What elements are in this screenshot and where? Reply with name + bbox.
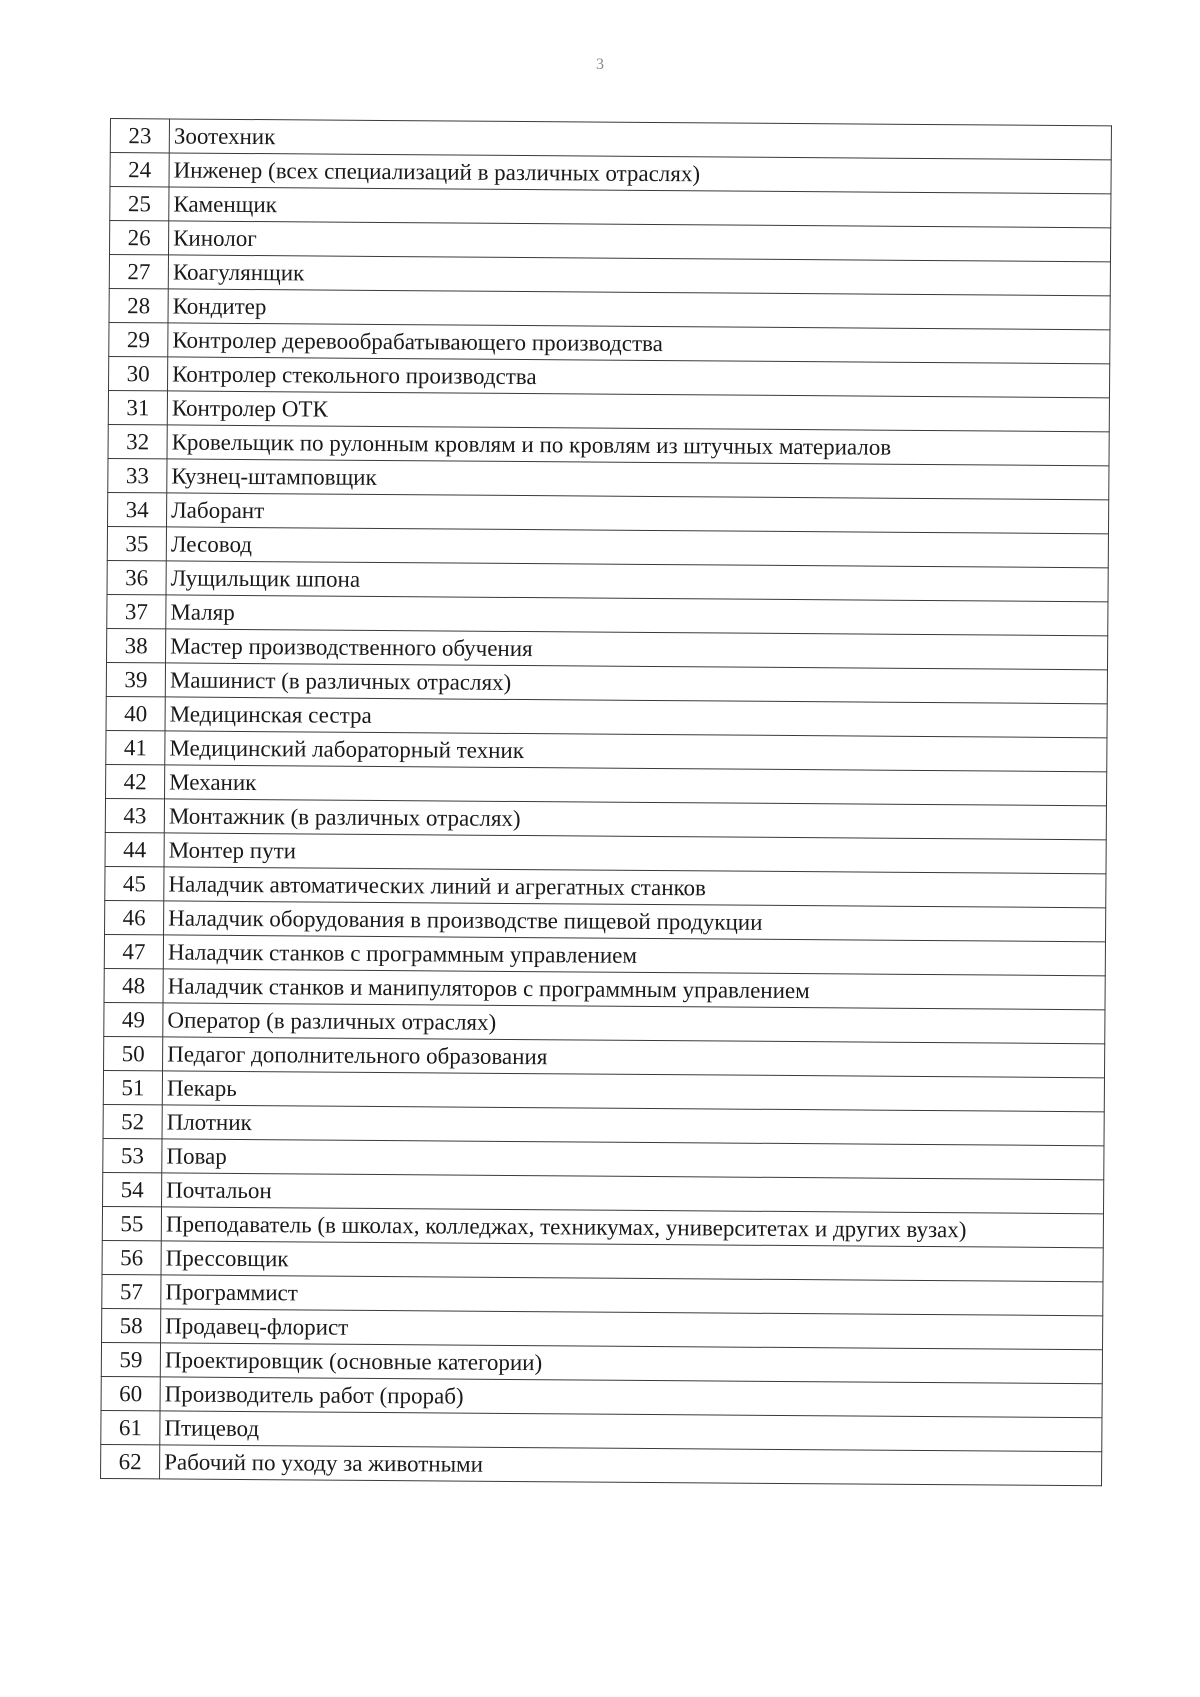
profession-name: Наладчик оборудования в производстве пищевой продукции	[164, 901, 1106, 942]
table-row	[101, 1444, 1102, 1485]
row-number: 35	[107, 526, 166, 560]
row-number: 33	[108, 458, 167, 492]
profession-name: Зоотехник	[169, 119, 1111, 160]
row-number: 23	[110, 119, 169, 153]
professions-table	[100, 118, 1112, 1486]
row-number: 50	[104, 1036, 163, 1070]
profession-name: Лесовод	[166, 527, 1108, 568]
profession-name: Кондитер	[168, 289, 1110, 330]
professions-table-body	[101, 119, 1112, 1486]
row-number: 60	[101, 1376, 160, 1410]
row-number: 42	[106, 764, 165, 798]
row-number: 48	[104, 968, 163, 1002]
row-number: 34	[108, 492, 167, 526]
profession-name: Механик	[165, 765, 1107, 806]
row-number: 55	[102, 1206, 161, 1240]
row-number: 38	[107, 628, 166, 662]
profession-name: Маляр	[166, 595, 1108, 636]
row-number: 24	[110, 153, 169, 187]
profession-name: Мастер производственного обучения	[166, 629, 1108, 670]
row-number: 25	[110, 187, 169, 221]
row-number: 27	[109, 255, 168, 289]
profession-name: Прессовщик	[161, 1241, 1103, 1282]
row-number: 61	[101, 1410, 160, 1444]
row-number: 47	[104, 934, 163, 968]
profession-name: Педагог дополнительного образования	[163, 1037, 1105, 1078]
profession-name: Проектировщик (основные категории)	[160, 1343, 1102, 1384]
row-number: 39	[106, 662, 165, 696]
profession-name: Рабочий по уходу за животными	[160, 1445, 1102, 1486]
row-number: 40	[106, 696, 165, 730]
row-number: 52	[103, 1104, 162, 1138]
profession-name: Контролер ОТК	[167, 391, 1109, 432]
profession-name: Каменщик	[169, 187, 1111, 228]
profession-name: Преподаватель (в школах, колледжах, техникумах, университетах и других вузах)	[161, 1207, 1103, 1248]
profession-name: Контролер деревообрабатывающего производства	[168, 323, 1110, 364]
profession-name: Повар	[162, 1139, 1104, 1180]
profession-name: Коагулянщик	[168, 255, 1110, 296]
row-number: 31	[108, 390, 167, 424]
profession-name: Кинолог	[168, 221, 1110, 262]
row-number: 49	[104, 1002, 163, 1036]
row-number: 37	[107, 594, 166, 628]
row-number: 62	[101, 1444, 160, 1478]
profession-name: Программист	[161, 1275, 1103, 1316]
row-number: 30	[109, 356, 168, 390]
profession-name: Птицевод	[160, 1411, 1102, 1452]
profession-name: Монтажник (в различных отраслях)	[164, 799, 1106, 840]
profession-name: Наладчик станков и манипуляторов с программным управлением	[163, 969, 1105, 1010]
row-number: 58	[102, 1308, 161, 1342]
row-number: 56	[102, 1240, 161, 1274]
row-number: 28	[109, 288, 168, 322]
row-number: 46	[105, 900, 164, 934]
row-number: 29	[109, 322, 168, 356]
profession-name: Продавец-флорист	[161, 1309, 1103, 1350]
row-number: 45	[105, 866, 164, 900]
profession-name: Плотник	[162, 1105, 1104, 1146]
profession-name: Лаборант	[167, 493, 1109, 534]
row-number: 26	[109, 221, 168, 255]
profession-name: Инженер (всех специализаций в различных отраслях)	[169, 153, 1111, 194]
profession-name: Медицинская сестра	[165, 697, 1107, 738]
row-number: 53	[103, 1138, 162, 1172]
row-number: 43	[105, 798, 164, 832]
profession-name: Машинист (в различных отраслях)	[165, 663, 1107, 704]
row-number: 44	[105, 832, 164, 866]
profession-name: Контролер стекольного производства	[168, 357, 1110, 398]
profession-name: Монтер пути	[164, 833, 1106, 874]
profession-name: Медицинский лабораторный техник	[165, 731, 1107, 772]
profession-name: Кузнец-штамповщик	[167, 459, 1109, 500]
profession-name: Почтальон	[162, 1173, 1104, 1214]
row-number: 51	[103, 1070, 162, 1104]
row-number: 32	[108, 424, 167, 458]
profession-name: Наладчик станков с программным управлением	[163, 935, 1105, 976]
row-number: 36	[107, 560, 166, 594]
profession-name: Производитель работ (прораб)	[160, 1377, 1102, 1418]
row-number: 54	[103, 1172, 162, 1206]
row-number: 41	[106, 730, 165, 764]
profession-name: Лущильщик шпона	[166, 561, 1108, 602]
profession-name: Наладчик автоматических линий и агрегатных станков	[164, 867, 1106, 908]
profession-name: Оператор (в различных отраслях)	[163, 1003, 1105, 1044]
page-number: 3	[596, 56, 604, 73]
row-number: 57	[102, 1274, 161, 1308]
row-number: 59	[101, 1342, 160, 1376]
profession-name: Кровельщик по рулонным кровлям и по кровлям из штучных материалов	[167, 425, 1109, 466]
profession-name: Пекарь	[162, 1071, 1104, 1112]
